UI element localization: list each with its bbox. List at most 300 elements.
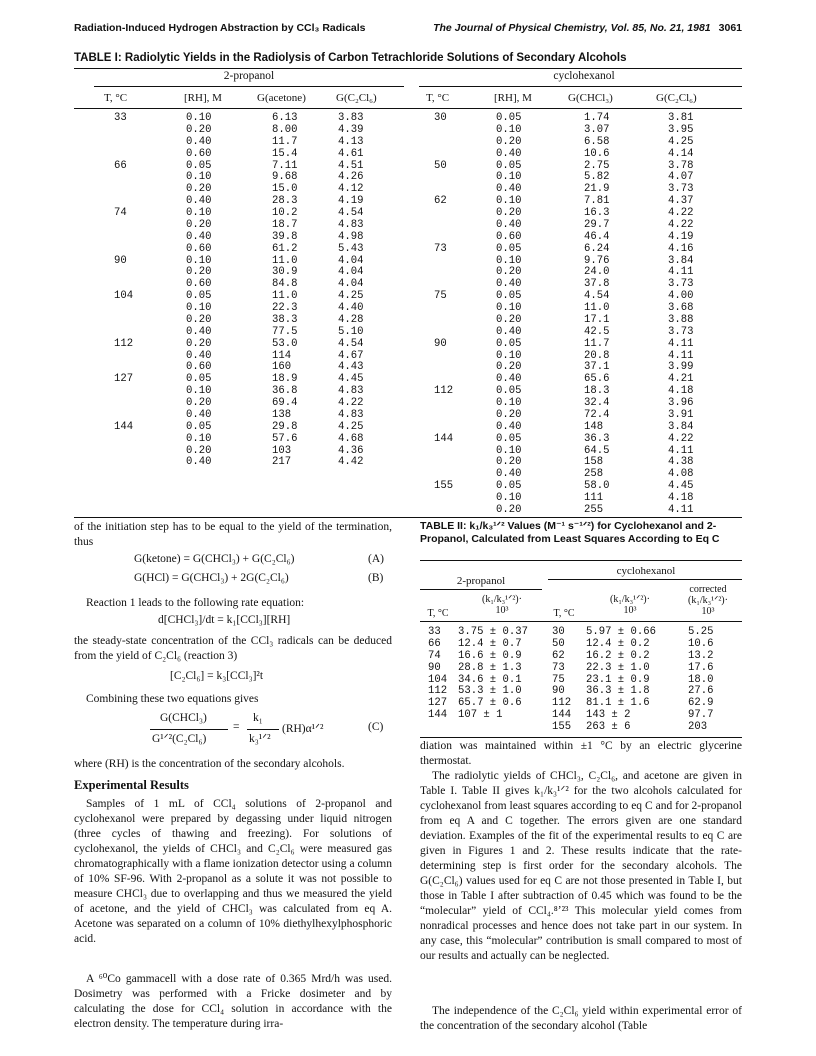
t1-cell-T xyxy=(114,267,133,279)
t1-cell-Gacetone: 217 xyxy=(272,456,292,469)
t1-cell-RH: 0.05 xyxy=(496,432,522,445)
t1-cell-T: 144 xyxy=(114,420,134,433)
rate-equation: d[CHCl₃]/dt = k₁[CCl₃][RH] xyxy=(158,614,291,626)
t1-cell-GC2Cl6: 4.54 xyxy=(338,207,364,219)
t1-cell-RH: 0.40 xyxy=(496,278,522,291)
t1-cell-Gacetone: 18.7 xyxy=(272,218,298,231)
t1-cell-RH: 0.20 xyxy=(496,207,522,219)
t1-cell-GC2Cl6: 4.83 xyxy=(338,385,364,398)
t2-cell-value: 143 ± 2 xyxy=(586,709,631,722)
t2-cell-T: 112 xyxy=(552,697,572,710)
t2-cell-value: 65.7 ± 0.6 xyxy=(458,697,522,710)
t1-cell-T: 50 xyxy=(434,159,447,172)
t1-cell-RH: 0.10 xyxy=(186,112,212,124)
t1-cell-RH: 0.20 xyxy=(186,183,212,196)
t2-h-T-right: T, °C xyxy=(553,608,575,619)
t1-cell-GCHCl3: 4.54 xyxy=(584,290,610,303)
t1-cell-GC2Cl6: 4.28 xyxy=(338,313,364,326)
left-p3: the steady-state concentration of the CCl₃ radicals can be deduced from the yield of C₂Cl₆ (reaction 3) xyxy=(74,635,392,662)
t1-cell-GCHCl3: 29.7 xyxy=(584,218,610,231)
t2-col-value-right xyxy=(586,627,656,734)
t1-cell-GCHCl3: 18.3 xyxy=(584,385,610,398)
t1-cell-Gacetone: 38.3 xyxy=(272,313,298,326)
t1-cell-RH: 0.10 xyxy=(496,254,522,267)
t1-cell-GC2Cl6: 4.22 xyxy=(668,218,694,231)
t1-cell-T: 33 xyxy=(114,112,127,124)
t1-cell-T xyxy=(114,172,133,184)
t1-cell-RH: 0.20 xyxy=(496,361,522,374)
t1-cell-GCHCl3: 3.07 xyxy=(584,123,610,136)
t1-cell-GC2Cl6: 4.08 xyxy=(668,468,694,481)
t1-cell-GC2Cl6: 4.25 xyxy=(338,420,364,433)
t1-cell-Gacetone: 69.4 xyxy=(272,397,298,409)
t2-cell-T: 155 xyxy=(552,721,572,734)
t1-cell-GC2Cl6: 4.21 xyxy=(668,373,694,386)
t1-cell-GC2Cl6: 5.10 xyxy=(338,325,364,338)
t1-cell-Gacetone: 39.8 xyxy=(272,230,298,243)
t1-cell-T xyxy=(114,434,133,446)
right-p2: The radiolytic yields of CHCl₃, C₂Cl₆, and acetone are given in Table I. Table II gives k₁/k₃¹ᐟ² for the two alcohols calculated for cyclohexanol from least squares according to eq C and for 2-propanol from eq A and C together. The errors given are one standard deviation. Examples of the fit of the experimental results to eq C are given in Figures 1 and 2. These results indicate that the rate-determining step is first order for the secondary alcohols. The G(C₂Cl₆) values used for eq C are not those presented in Table I, but those in Table I after subtraction of 0.45 which was found to be the “molecular” yield of CCl₄.⁸ʼ²³ This molecular yield comes from nonradical processes and hence does not take part in our system. In any case, this “molecular” contribution is small compared to most of our results and actually can be neglected. xyxy=(420,770,742,962)
t1-cell-GCHCl3: 20.8 xyxy=(584,349,610,362)
t1-cell-T xyxy=(434,493,453,505)
t1-h-GCHCl3: G(CHCl₃) xyxy=(568,92,613,104)
t1-cell-GC2Cl6: 4.68 xyxy=(338,432,364,445)
t1-cell-Gacetone: 10.2 xyxy=(272,207,298,219)
t2-h-corrected: corrected xyxy=(689,584,727,595)
t1-cell-Gacetone: 30.9 xyxy=(272,266,298,279)
t1-col-T-right xyxy=(434,113,453,517)
t1-cell-GCHCl3: 24.0 xyxy=(584,266,610,279)
t1-cell-T xyxy=(434,505,453,517)
t1-cell-T xyxy=(434,422,453,434)
t2-cell-corrected: 10.6 xyxy=(688,637,714,650)
t1-cell-GCHCl3: 258 xyxy=(584,468,604,481)
t1-cell-RH: 0.40 xyxy=(186,195,212,208)
eqC-num-right: k₁ xyxy=(253,712,263,724)
t1-cell-RH: 0.20 xyxy=(496,313,522,326)
left-p6: Samples of 1 mL of CCl₄ solutions of 2-propanol and cyclohexanol were prepared by degassing under liquid nitrogen (three cycles of thawing and freezing). For solutions of cyclohexanol, the yields of CHCl₃ and C₂Cl₆ were measured gas chromatographically with a flame ionization detector using a column of 10% SF-96. With 2-propanol as a solute it was not possible to measure CHCl₃ due to overlapping and thus we measured the yield of acetone, and the yield of CHCl₃ was calculated from eq A. Acetone was separated on a column of 10% diethylhexylphosphoric acid. xyxy=(74,798,392,945)
t2-cell-T: 127 xyxy=(428,697,448,710)
t2-col-corrected xyxy=(688,627,713,734)
t2-cell-value: 12.4 ± 0.2 xyxy=(586,637,650,650)
t1-cell-T xyxy=(434,398,453,410)
t1-cell-T: 73 xyxy=(434,242,447,255)
t1-cell-GC2Cl6: 4.25 xyxy=(668,135,694,148)
t2-cell-T: 90 xyxy=(552,685,565,698)
t1-cell-T xyxy=(434,256,453,268)
t1-cell-T xyxy=(434,446,453,458)
t1-cell-RH: 0.05 xyxy=(496,290,522,303)
running-head-title: Radiation-Induced Hydrogen Abstraction by CCl₃ Radicals xyxy=(74,22,366,34)
t1-cell-GC2Cl6: 4.45 xyxy=(338,373,364,386)
t1-cell-T xyxy=(114,351,133,363)
equation-A-label: (A) xyxy=(368,553,384,565)
eqC-den-right: k₃¹ᐟ² xyxy=(249,733,271,745)
table2-top-rule xyxy=(420,560,742,561)
equation-B-label: (B) xyxy=(368,572,384,584)
t1-cell-GCHCl3: 16.3 xyxy=(584,207,610,219)
t1-col-GC2Cl6-right xyxy=(668,113,693,517)
t1-cell-GC2Cl6: 4.18 xyxy=(668,385,694,398)
t2-cell-value: 16.2 ± 0.2 xyxy=(586,649,650,662)
t1-cell-RH: 0.20 xyxy=(186,337,212,350)
t1-cell-GC2Cl6: 4.43 xyxy=(338,361,364,374)
left-p5: where (RH) is the concentration of the secondary alcohols. xyxy=(74,758,345,770)
t1-cell-GC2Cl6: 4.25 xyxy=(338,290,364,303)
t1-cell-RH: 0.10 xyxy=(496,302,522,314)
t1-cell-GC2Cl6: 4.13 xyxy=(338,135,364,148)
t1-cell-RH: 0.40 xyxy=(186,135,212,148)
t1-cell-RH: 0.40 xyxy=(186,408,212,421)
t1-cell-T xyxy=(434,172,453,184)
t1-cell-GC2Cl6: 4.14 xyxy=(668,147,694,160)
t1-cell-T xyxy=(434,410,453,422)
t1-cell-T xyxy=(114,315,133,327)
t1-cell-GCHCl3: 64.5 xyxy=(584,444,610,457)
t1-cell-Gacetone: 15.0 xyxy=(272,183,298,196)
t1-cell-T: 112 xyxy=(434,385,454,398)
t1-cell-GCHCl3: 1.74 xyxy=(584,112,610,124)
t1-cell-GC2Cl6: 4.19 xyxy=(338,195,364,208)
t1-cell-GCHCl3: 32.4 xyxy=(584,397,610,409)
t1-cell-T xyxy=(434,137,453,149)
t1-cell-Gacetone: 36.8 xyxy=(272,385,298,398)
t1-cell-Gacetone: 11.7 xyxy=(272,135,298,148)
t1-cell-GC2Cl6: 3.91 xyxy=(668,408,694,421)
t1-cell-Gacetone: 22.3 xyxy=(272,302,298,314)
t1-cell-RH: 0.40 xyxy=(496,325,522,338)
t1-cell-GC2Cl6: 4.07 xyxy=(668,171,694,184)
section-heading: Experimental Results xyxy=(74,778,189,792)
t1-cell-RH: 0.60 xyxy=(186,147,212,160)
t1-h-GC2Cl6-left: G(C₂Cl₆) xyxy=(336,92,377,104)
t1-cell-GC2Cl6: 3.78 xyxy=(668,159,694,172)
t1-cell-RH: 0.05 xyxy=(496,242,522,255)
table1-caption: TABLE I: Radiolytic Yields in the Radiolysis of Carbon Tetrachloride Solutions of Secondary Alcohols xyxy=(74,52,627,64)
t1-cell-GC2Cl6: 3.84 xyxy=(668,254,694,267)
left-intro: of the initiation step has to be equal to the yield of the termination, thus xyxy=(74,521,392,548)
t1-cell-T: 104 xyxy=(114,290,134,303)
t1-cell-T xyxy=(114,232,133,244)
t1-cell-Gacetone: 160 xyxy=(272,361,292,374)
t2-h-T-left: T, °C xyxy=(427,608,449,619)
right-p1: diation was maintained within ±1 °C by an electric glycerine thermostat. xyxy=(420,740,742,767)
t1-cell-T xyxy=(434,327,453,339)
t2-cell-value: 12.4 ± 0.7 xyxy=(458,637,522,650)
table2-bottom-rule xyxy=(420,737,742,738)
left-p4: Combining these two equations gives xyxy=(86,693,259,705)
table1-header-rule xyxy=(74,108,742,109)
t1-cell-GC2Cl6: 4.16 xyxy=(668,242,694,255)
t2-cell-value: 53.3 ± 1.0 xyxy=(458,685,522,698)
t1-cell-GC2Cl6: 3.83 xyxy=(338,112,364,124)
t1-cell-GC2Cl6: 4.11 xyxy=(668,444,694,457)
t1-cell-Gacetone: 57.6 xyxy=(272,432,298,445)
t1-cell-GC2Cl6: 4.67 xyxy=(338,349,364,362)
t1-cell-GC2Cl6: 3.84 xyxy=(668,420,694,433)
t1-cell-Gacetone: 6.13 xyxy=(272,112,298,124)
t1-cell-RH: 0.10 xyxy=(186,254,212,267)
t1-cell-GCHCl3: 72.4 xyxy=(584,408,610,421)
t1-cell-Gacetone: 114 xyxy=(272,349,292,362)
right-p3: The independence of the C₂Cl₆ yield within experimental error of the concentration of the secondary alcohol (Table xyxy=(420,1005,742,1032)
t1-cell-GCHCl3: 10.6 xyxy=(584,147,610,160)
t1-cell-GC2Cl6: 3.88 xyxy=(668,313,694,326)
t1-cell-RH: 0.40 xyxy=(496,218,522,231)
running-head-journal xyxy=(433,22,742,34)
t2-cell-T: 62 xyxy=(552,649,565,662)
t1-cell-RH: 0.20 xyxy=(496,503,522,516)
t1-cell-RH: 0.05 xyxy=(496,385,522,398)
t1-cell-RH: 0.20 xyxy=(186,123,212,136)
t2-cell-T: 104 xyxy=(428,673,448,686)
t1-cell-RH: 0.20 xyxy=(496,408,522,421)
t1-cell-RH: 0.40 xyxy=(496,420,522,433)
t1-cell-RH: 0.40 xyxy=(496,468,522,481)
t1-cell-RH: 0.20 xyxy=(496,456,522,469)
t1-cell-T xyxy=(114,244,133,256)
t1-cell-RH: 0.20 xyxy=(496,266,522,279)
table2-header-rule xyxy=(420,621,742,622)
t1-cell-GC2Cl6: 4.42 xyxy=(338,456,364,469)
t1-cell-Gacetone: 11.0 xyxy=(272,254,298,267)
t1-cell-RH: 0.60 xyxy=(186,361,212,374)
t1-cell-RH: 0.20 xyxy=(186,266,212,279)
t1-cell-Gacetone: 8.00 xyxy=(272,123,298,136)
t1-cell-RH: 0.10 xyxy=(186,432,212,445)
t1-cell-GCHCl3: 17.1 xyxy=(584,313,610,326)
t1-cell-RH: 0.60 xyxy=(186,278,212,291)
t1-cell-T: 62 xyxy=(434,195,447,208)
eqC-equals: = xyxy=(233,721,240,733)
t1-cell-Gacetone: 15.4 xyxy=(272,147,298,160)
t1-cell-GC2Cl6: 4.37 xyxy=(668,195,694,208)
t2-cell-corrected: 13.2 xyxy=(688,649,714,662)
t1-cell-GC2Cl6: 4.98 xyxy=(338,230,364,243)
t1-cell-GC2Cl6: 3.95 xyxy=(668,123,694,136)
t1-cell-RH: 0.10 xyxy=(496,492,522,504)
table1-group-cyclohexanol: cyclohexanol xyxy=(553,70,615,82)
t1-h-Gacetone: G(acetone) xyxy=(257,92,306,104)
t1-cell-Gacetone: 29.8 xyxy=(272,420,298,433)
t1-cell-GC2Cl6: 4.45 xyxy=(668,480,694,493)
t1-cell-T xyxy=(434,315,453,327)
t2-cell-value: 22.3 ± 1.0 xyxy=(586,661,650,674)
t1-cell-RH: 0.40 xyxy=(186,349,212,362)
t1-col-RH-right xyxy=(496,113,521,517)
t2-cell-T: 90 xyxy=(428,661,441,674)
t1-cell-RH: 0.05 xyxy=(496,480,522,493)
t1-cell-Gacetone: 18.9 xyxy=(272,373,298,386)
t1-cell-GCHCl3: 6.24 xyxy=(584,242,610,255)
t2-h-scale-left: 10³ xyxy=(495,605,509,616)
t1-cell-GC2Cl6: 4.04 xyxy=(338,266,364,279)
page-number: 3061 xyxy=(718,22,742,34)
t1-cell-GC2Cl6: 4.00 xyxy=(668,290,694,303)
t1-cell-T xyxy=(114,386,133,398)
t1-cell-Gacetone: 7.11 xyxy=(272,159,298,172)
t1-cell-GCHCl3: 11.7 xyxy=(584,337,610,350)
t1-cell-GC2Cl6: 3.73 xyxy=(668,278,694,291)
table1-group-2-propanol: 2-propanol xyxy=(223,70,275,82)
t1-cell-GC2Cl6: 4.04 xyxy=(338,278,364,291)
t1-cell-GC2Cl6: 3.99 xyxy=(668,361,694,374)
t1-cell-Gacetone: 53.0 xyxy=(272,337,298,350)
t1-cell-Gacetone: 77.5 xyxy=(272,325,298,338)
t1-col-Gacetone xyxy=(272,113,297,469)
t1-cell-T xyxy=(114,410,133,422)
t1-cell-T xyxy=(434,457,453,469)
t1-h-RH-right: [RH], M xyxy=(494,92,532,104)
t1-cell-RH: 0.05 xyxy=(496,159,522,172)
t2-cell-corrected: 27.6 xyxy=(688,685,714,698)
t2-cell-T: 73 xyxy=(552,661,565,674)
t1-col-GC2Cl6-left xyxy=(338,113,363,469)
t1-cell-T xyxy=(434,149,453,161)
t1-cell-T: 74 xyxy=(114,207,127,219)
t2-cell-value: 5.97 ± 0.66 xyxy=(586,626,656,638)
t1-cell-T xyxy=(114,327,133,339)
t1-cell-T xyxy=(434,267,453,279)
t2-cell-T: 50 xyxy=(552,637,565,650)
t1-cell-T xyxy=(114,220,133,232)
t1-cell-GC2Cl6: 4.22 xyxy=(338,397,364,409)
t2-group-rule-left xyxy=(420,589,542,590)
t1-cell-T xyxy=(434,208,453,220)
eqC-frac-bar-left xyxy=(150,729,228,730)
t1-cell-T: 144 xyxy=(434,432,454,445)
t1-cell-T xyxy=(434,220,453,232)
t1-col-GCHCl3 xyxy=(584,113,609,517)
t2-cell-T: 144 xyxy=(428,709,448,722)
eqC-den-left: G¹ᐟ²(C₂Cl₆) xyxy=(152,733,207,745)
t1-cell-GC2Cl6: 4.61 xyxy=(338,147,364,160)
t1-cell-T xyxy=(434,125,453,137)
t1-cell-GCHCl3: 37.8 xyxy=(584,278,610,291)
t1-cell-GC2Cl6: 4.04 xyxy=(338,254,364,267)
eqC-frac-bar-right xyxy=(247,729,279,730)
t1-cell-T xyxy=(114,303,133,315)
t1-cell-GC2Cl6: 3.73 xyxy=(668,183,694,196)
t1-cell-RH: 0.40 xyxy=(496,147,522,160)
t1-cell-GCHCl3: 2.75 xyxy=(584,159,610,172)
t1-cell-GCHCl3: 46.4 xyxy=(584,230,610,243)
t1-cell-GC2Cl6: 4.36 xyxy=(338,444,364,457)
t2-h-ratio-left: (k₁/k₃¹ᐟ²)· xyxy=(482,594,522,605)
t1-cell-GC2Cl6: 4.83 xyxy=(338,408,364,421)
t1-cell-Gacetone: 84.8 xyxy=(272,278,298,291)
t2-cell-value: 36.3 ± 1.8 xyxy=(586,685,650,698)
t1-cell-RH: 0.10 xyxy=(496,444,522,457)
t1-cell-T: 155 xyxy=(434,480,454,493)
t1-cell-T xyxy=(114,457,133,469)
t1-cell-GCHCl3: 148 xyxy=(584,420,604,433)
t1-cell-GC2Cl6: 4.54 xyxy=(338,337,364,350)
t2-cell-corrected: 97.7 xyxy=(688,709,714,722)
t1-cell-RH: 0.05 xyxy=(496,337,522,350)
table2-caption: TABLE II: k₁/k₃¹ᐟ² Values (M⁻¹ s⁻¹ᐟ²) for Cyclohexanol and 2-Propanol, Calculated from Least Squares According to Eq C xyxy=(420,520,720,545)
t1-cell-RH: 0.05 xyxy=(496,112,522,124)
t1-cell-T xyxy=(434,351,453,363)
t1-cell-GC2Cl6: 4.51 xyxy=(338,159,364,172)
running-head xyxy=(74,22,742,38)
t1-cell-GC2Cl6: 4.11 xyxy=(668,337,694,350)
equation-B: G(HCl) = G(CHCl₃) + 2G(C₂Cl₆) xyxy=(134,572,289,584)
t2-cell-value: 81.1 ± 1.6 xyxy=(586,697,650,710)
t1-col-T-left xyxy=(114,113,133,469)
t1-h-T-right: T, °C xyxy=(426,92,450,104)
t2-cell-T: 75 xyxy=(552,673,565,686)
table1-bottom-rule xyxy=(74,517,742,518)
t1-cell-GC2Cl6: 5.43 xyxy=(338,242,364,255)
t1-cell-GC2Cl6: 4.39 xyxy=(338,123,364,136)
t1-cell-GC2Cl6: 3.73 xyxy=(668,325,694,338)
t1-cell-T: 127 xyxy=(114,373,134,386)
t2-cell-value: 107 ± 1 xyxy=(458,709,503,722)
journal-citation: The Journal of Physical Chemistry, Vol. 85, No. 21, 1981 xyxy=(433,22,711,34)
table1-group-rule-left xyxy=(94,86,404,87)
t1-cell-GCHCl3: 37.1 xyxy=(584,361,610,374)
t1-cell-RH: 0.05 xyxy=(186,290,212,303)
equation-A: G(ketone) = G(CHCl₃) + G(C₂Cl₆) xyxy=(134,553,295,565)
t2-cell-value: 263 ± 6 xyxy=(586,721,631,734)
t2-cell-value: 28.8 ± 1.3 xyxy=(458,661,522,674)
t1-cell-GC2Cl6: 4.38 xyxy=(668,456,694,469)
t1-cell-T: 112 xyxy=(114,337,134,350)
t1-cell-GC2Cl6: 3.96 xyxy=(668,397,694,409)
t2-cell-T: 144 xyxy=(552,709,572,722)
t1-cell-RH: 0.20 xyxy=(186,444,212,457)
t1-cell-GC2Cl6: 4.12 xyxy=(338,183,364,196)
t1-cell-GC2Cl6: 4.22 xyxy=(668,432,694,445)
t2-col-T-right xyxy=(552,627,571,734)
t2-cell-T: 112 xyxy=(428,685,448,698)
t1-cell-Gacetone: 103 xyxy=(272,444,292,457)
t2-h-scale-right: 10³ xyxy=(623,605,637,616)
t1-cell-RH: 0.05 xyxy=(186,420,212,433)
t1-cell-T xyxy=(114,149,133,161)
t1-cell-GCHCl3: 6.58 xyxy=(584,135,610,148)
t1-cell-RH: 0.20 xyxy=(186,397,212,409)
t1-cell-GCHCl3: 7.81 xyxy=(584,195,610,208)
t1-cell-GC2Cl6: 4.22 xyxy=(668,207,694,219)
t1-cell-GCHCl3: 11.0 xyxy=(584,302,610,314)
t1-cell-GCHCl3: 255 xyxy=(584,503,604,516)
equation-3: [C₂Cl₆] = k₃[CCl₃]²t xyxy=(170,670,264,682)
t1-cell-GCHCl3: 158 xyxy=(584,456,604,469)
t1-cell-RH: 0.10 xyxy=(186,171,212,184)
t2-group-cyclohexanol: cyclohexanol xyxy=(616,565,676,577)
t1-cell-RH: 0.10 xyxy=(186,385,212,398)
t1-cell-GC2Cl6: 3.68 xyxy=(668,302,694,314)
t2-cell-corrected: 5.25 xyxy=(688,626,714,638)
t1-cell-RH: 0.10 xyxy=(496,123,522,136)
t2-cell-corrected: 62.9 xyxy=(688,697,714,710)
t2-cell-value: 16.6 ± 0.9 xyxy=(458,649,522,662)
t2-h-ratio-corrected: (k₁/k₃¹ᐟ²)· xyxy=(688,595,728,606)
t1-cell-Gacetone: 9.68 xyxy=(272,171,298,184)
t1-cell-RH: 0.05 xyxy=(186,373,212,386)
t1-cell-GC2Cl6: 4.18 xyxy=(668,492,694,504)
t1-cell-T xyxy=(434,362,453,374)
t1-cell-T xyxy=(114,398,133,410)
t1-cell-T: 30 xyxy=(434,112,447,124)
t1-cell-Gacetone: 11.0 xyxy=(272,290,298,303)
t1-cell-RH: 0.20 xyxy=(496,135,522,148)
t1-cell-Gacetone: 61.2 xyxy=(272,242,298,255)
left-p2: Reaction 1 leads to the following rate equation: xyxy=(86,597,305,609)
t1-cell-T xyxy=(434,303,453,315)
